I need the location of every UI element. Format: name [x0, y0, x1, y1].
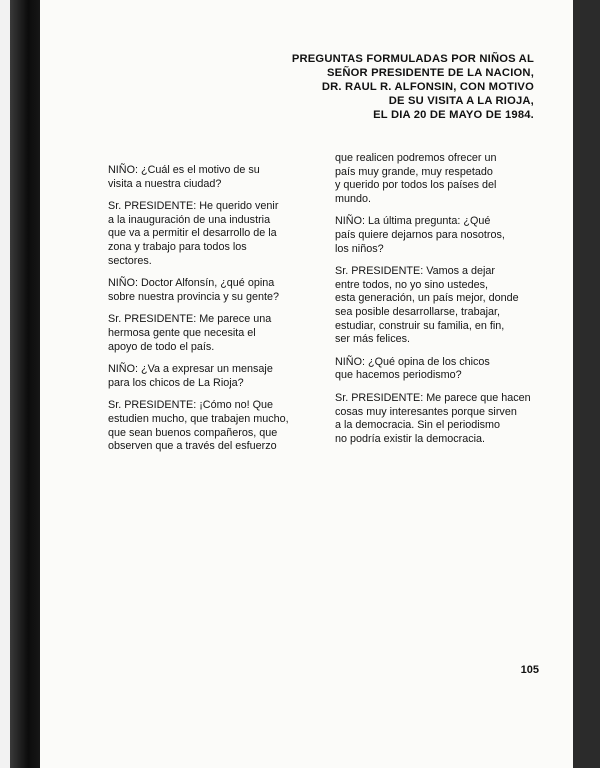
text-line: Sr. PRESIDENTE: Me parece una — [108, 313, 272, 326]
text-line: Sr. PRESIDENTE: ¡Cómo no! Que — [108, 399, 274, 412]
text-line: NIÑO: La última pregunta: ¿Qué — [335, 215, 491, 228]
text-line: sobre nuestra provincia y su gente? — [108, 290, 280, 303]
text-line: NIÑO: ¿Va a expresar un mensaje — [108, 363, 273, 376]
right-text-column — [335, 152, 531, 455]
text-line: y querido por todos los países del — [335, 179, 497, 192]
text-line: entre todos, no yo sino ustedes, — [335, 278, 489, 291]
text-line: país muy grande, muy respetado — [335, 165, 493, 178]
left-text-column — [108, 164, 298, 463]
text-line: los niños? — [335, 242, 384, 255]
text-line: observen que a través del esfuerzo — [108, 440, 277, 453]
text-line: sea posible desarrollarse, trabajar, — [335, 305, 501, 318]
paragraph — [108, 277, 298, 304]
text-line: que hacemos periodismo? — [335, 369, 462, 382]
page-header — [292, 52, 534, 122]
paragraph — [108, 363, 298, 390]
paragraph — [335, 265, 525, 347]
text-line: no podría existir la democracia. — [335, 432, 486, 445]
text-line: país quiere dejarnos para nosotros, — [335, 228, 505, 241]
text-line: NIÑO: ¿Qué opina de los chicos — [335, 355, 490, 368]
paragraph — [335, 391, 531, 446]
text-line: visita a nuestra ciudad? — [108, 177, 222, 190]
adjacent-page-edge — [0, 0, 10, 768]
header-line: EL DIA 20 DE MAYO DE 1984. — [373, 109, 534, 121]
binding-shadow — [10, 0, 40, 768]
text-line: Sr. PRESIDENTE: Me parece que hacen — [335, 391, 531, 404]
text-line: para los chicos de La Rioja? — [108, 376, 244, 389]
text-line: a la democracia. Sin el periodismo — [335, 419, 501, 432]
text-line: hermosa gente que necesita el — [108, 326, 256, 339]
paragraph — [335, 152, 525, 206]
text-line: Sr. PRESIDENTE: He querido venir — [108, 200, 279, 213]
text-line: ser más felices. — [335, 333, 410, 346]
header-line: PREGUNTAS FORMULADAS POR NIÑOS AL — [291, 53, 534, 65]
paragraph — [108, 200, 298, 268]
text-line: sectores. — [108, 254, 152, 267]
paragraph — [335, 215, 525, 256]
text-line: que realicen podremos ofrecer un — [335, 152, 497, 164]
text-line: zona y trabajo para todos los — [108, 240, 247, 253]
text-line: que sean buenos compañeros, que — [108, 426, 278, 439]
paragraph — [108, 313, 298, 354]
document-page — [40, 0, 573, 768]
text-line: Sr. PRESIDENTE: Vamos a dejar — [335, 265, 496, 278]
text-line: esta generación, un país mejor, donde — [335, 292, 519, 305]
scan-margin — [573, 0, 600, 768]
text-line: a la inauguración de una industria — [108, 213, 271, 226]
text-line: NIÑO: ¿Cuál es el motivo de su — [108, 164, 260, 176]
text-line: estudien mucho, que trabajen mucho, — [108, 412, 289, 425]
text-line: NIÑO: Doctor Alfonsín, ¿qué opina — [108, 277, 275, 290]
text-line: mundo. — [335, 192, 372, 205]
text-line: cosas muy interesantes porque sirven — [335, 405, 517, 418]
text-line: estudiar, construir su familia, en fin, — [335, 319, 505, 332]
text-line: apoyo de todo el país. — [108, 340, 215, 353]
header-line: SEÑOR PRESIDENTE DE LA NACION, — [327, 67, 534, 79]
page-number: 105 — [520, 664, 539, 676]
paragraph — [108, 399, 298, 453]
text-line: que va a permitir el desarrollo de la — [108, 227, 277, 240]
header-line: DR. RAUL R. ALFONSIN, CON MOTIVO — [321, 81, 534, 93]
paragraph — [335, 356, 525, 383]
paragraph — [108, 164, 298, 191]
header-line: DE SU VISITA A LA RIOJA, — [388, 95, 534, 107]
